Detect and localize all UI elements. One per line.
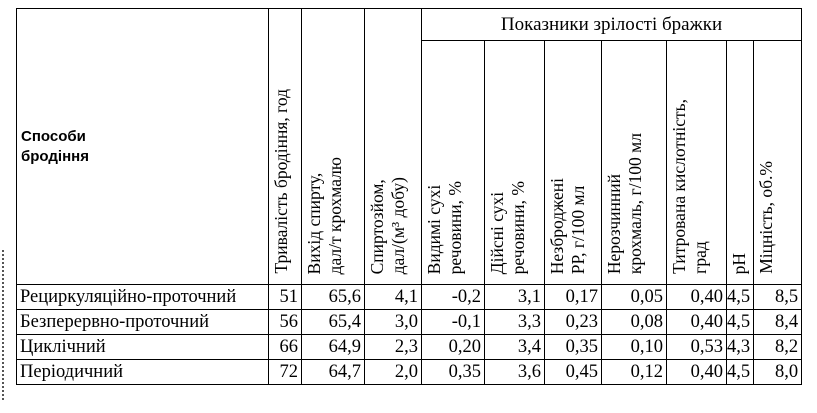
- col-header-insoluble-starch: Нерозчинний крохмаль, г/100 мл: [602, 41, 667, 285]
- cell: 0,17: [545, 285, 602, 310]
- cell: 65,6: [302, 285, 365, 310]
- cell: 0,35: [422, 360, 485, 385]
- cell: 0,45: [545, 360, 602, 385]
- cell: 0,12: [602, 360, 667, 385]
- col-header-strength: Міцність, об.%: [754, 41, 802, 285]
- cell: 3,0: [365, 310, 422, 335]
- table-row: [17, 310, 802, 335]
- cell: 2,0: [365, 360, 422, 385]
- row-name: Періодичний: [17, 360, 269, 385]
- col-header-actual-solids: Дійсні сухі речовини, %: [485, 41, 545, 285]
- group-header-maturity: Показники зрілості бражки: [422, 9, 802, 41]
- cell: -0,2: [422, 285, 485, 310]
- header-row-1: [17, 9, 802, 41]
- cell: 8,4: [754, 310, 802, 335]
- cell: 3,6: [485, 360, 545, 385]
- cell: 3,4: [485, 335, 545, 360]
- cell: -0,1: [422, 310, 485, 335]
- cell: 0,53: [667, 335, 727, 360]
- cell: 0,40: [667, 285, 727, 310]
- cell: 72: [269, 360, 302, 385]
- cell: 0,40: [667, 360, 727, 385]
- cell: 4,3: [727, 335, 754, 360]
- cell: 0,23: [545, 310, 602, 335]
- col-header-visible-solids: Видимі сухі речовини, %: [422, 41, 485, 285]
- col-header-acidity: Титрована кислотність, град: [667, 41, 727, 285]
- cell: 2,3: [365, 335, 422, 360]
- method-header: Способи бродіння: [17, 9, 269, 285]
- row-name: Циклічний: [17, 335, 269, 360]
- cell: 66: [269, 335, 302, 360]
- col-header-duration: Тривалість бродіння, год: [269, 9, 302, 285]
- cell: 4,5: [727, 360, 754, 385]
- table-row: [17, 335, 802, 360]
- cell: 3,1: [485, 285, 545, 310]
- cell: 51: [269, 285, 302, 310]
- cell: 8,5: [754, 285, 802, 310]
- cell: 0,20: [422, 335, 485, 360]
- cell: 4,5: [727, 310, 754, 335]
- cell: 8,0: [754, 360, 802, 385]
- row-name: Рециркуляційно-проточний: [17, 285, 269, 310]
- cell: 0,05: [602, 285, 667, 310]
- row-name: Безперервно-проточний: [17, 310, 269, 335]
- fermentation-table: [16, 8, 802, 385]
- col-header-yield: Вихід спирту, дал/т крохмалю: [302, 9, 365, 285]
- table-row: [17, 285, 802, 310]
- table-row: [17, 360, 802, 385]
- col-header-ph: pH: [727, 41, 754, 285]
- scan-margin-dots: [2, 250, 7, 400]
- cell: 4,5: [727, 285, 754, 310]
- col-header-productivity: Спиртозйом, дал/(м³ добу): [365, 9, 422, 285]
- cell: 8,2: [754, 335, 802, 360]
- cell: 0,10: [602, 335, 667, 360]
- cell: 0,35: [545, 335, 602, 360]
- col-header-unfermented: Незброджені РР, г/100 мл: [545, 41, 602, 285]
- cell: 3,3: [485, 310, 545, 335]
- cell: 64,9: [302, 335, 365, 360]
- cell: 4,1: [365, 285, 422, 310]
- cell: 56: [269, 310, 302, 335]
- cell: 64,7: [302, 360, 365, 385]
- cell: 0,08: [602, 310, 667, 335]
- cell: 0,40: [667, 310, 727, 335]
- cell: 65,4: [302, 310, 365, 335]
